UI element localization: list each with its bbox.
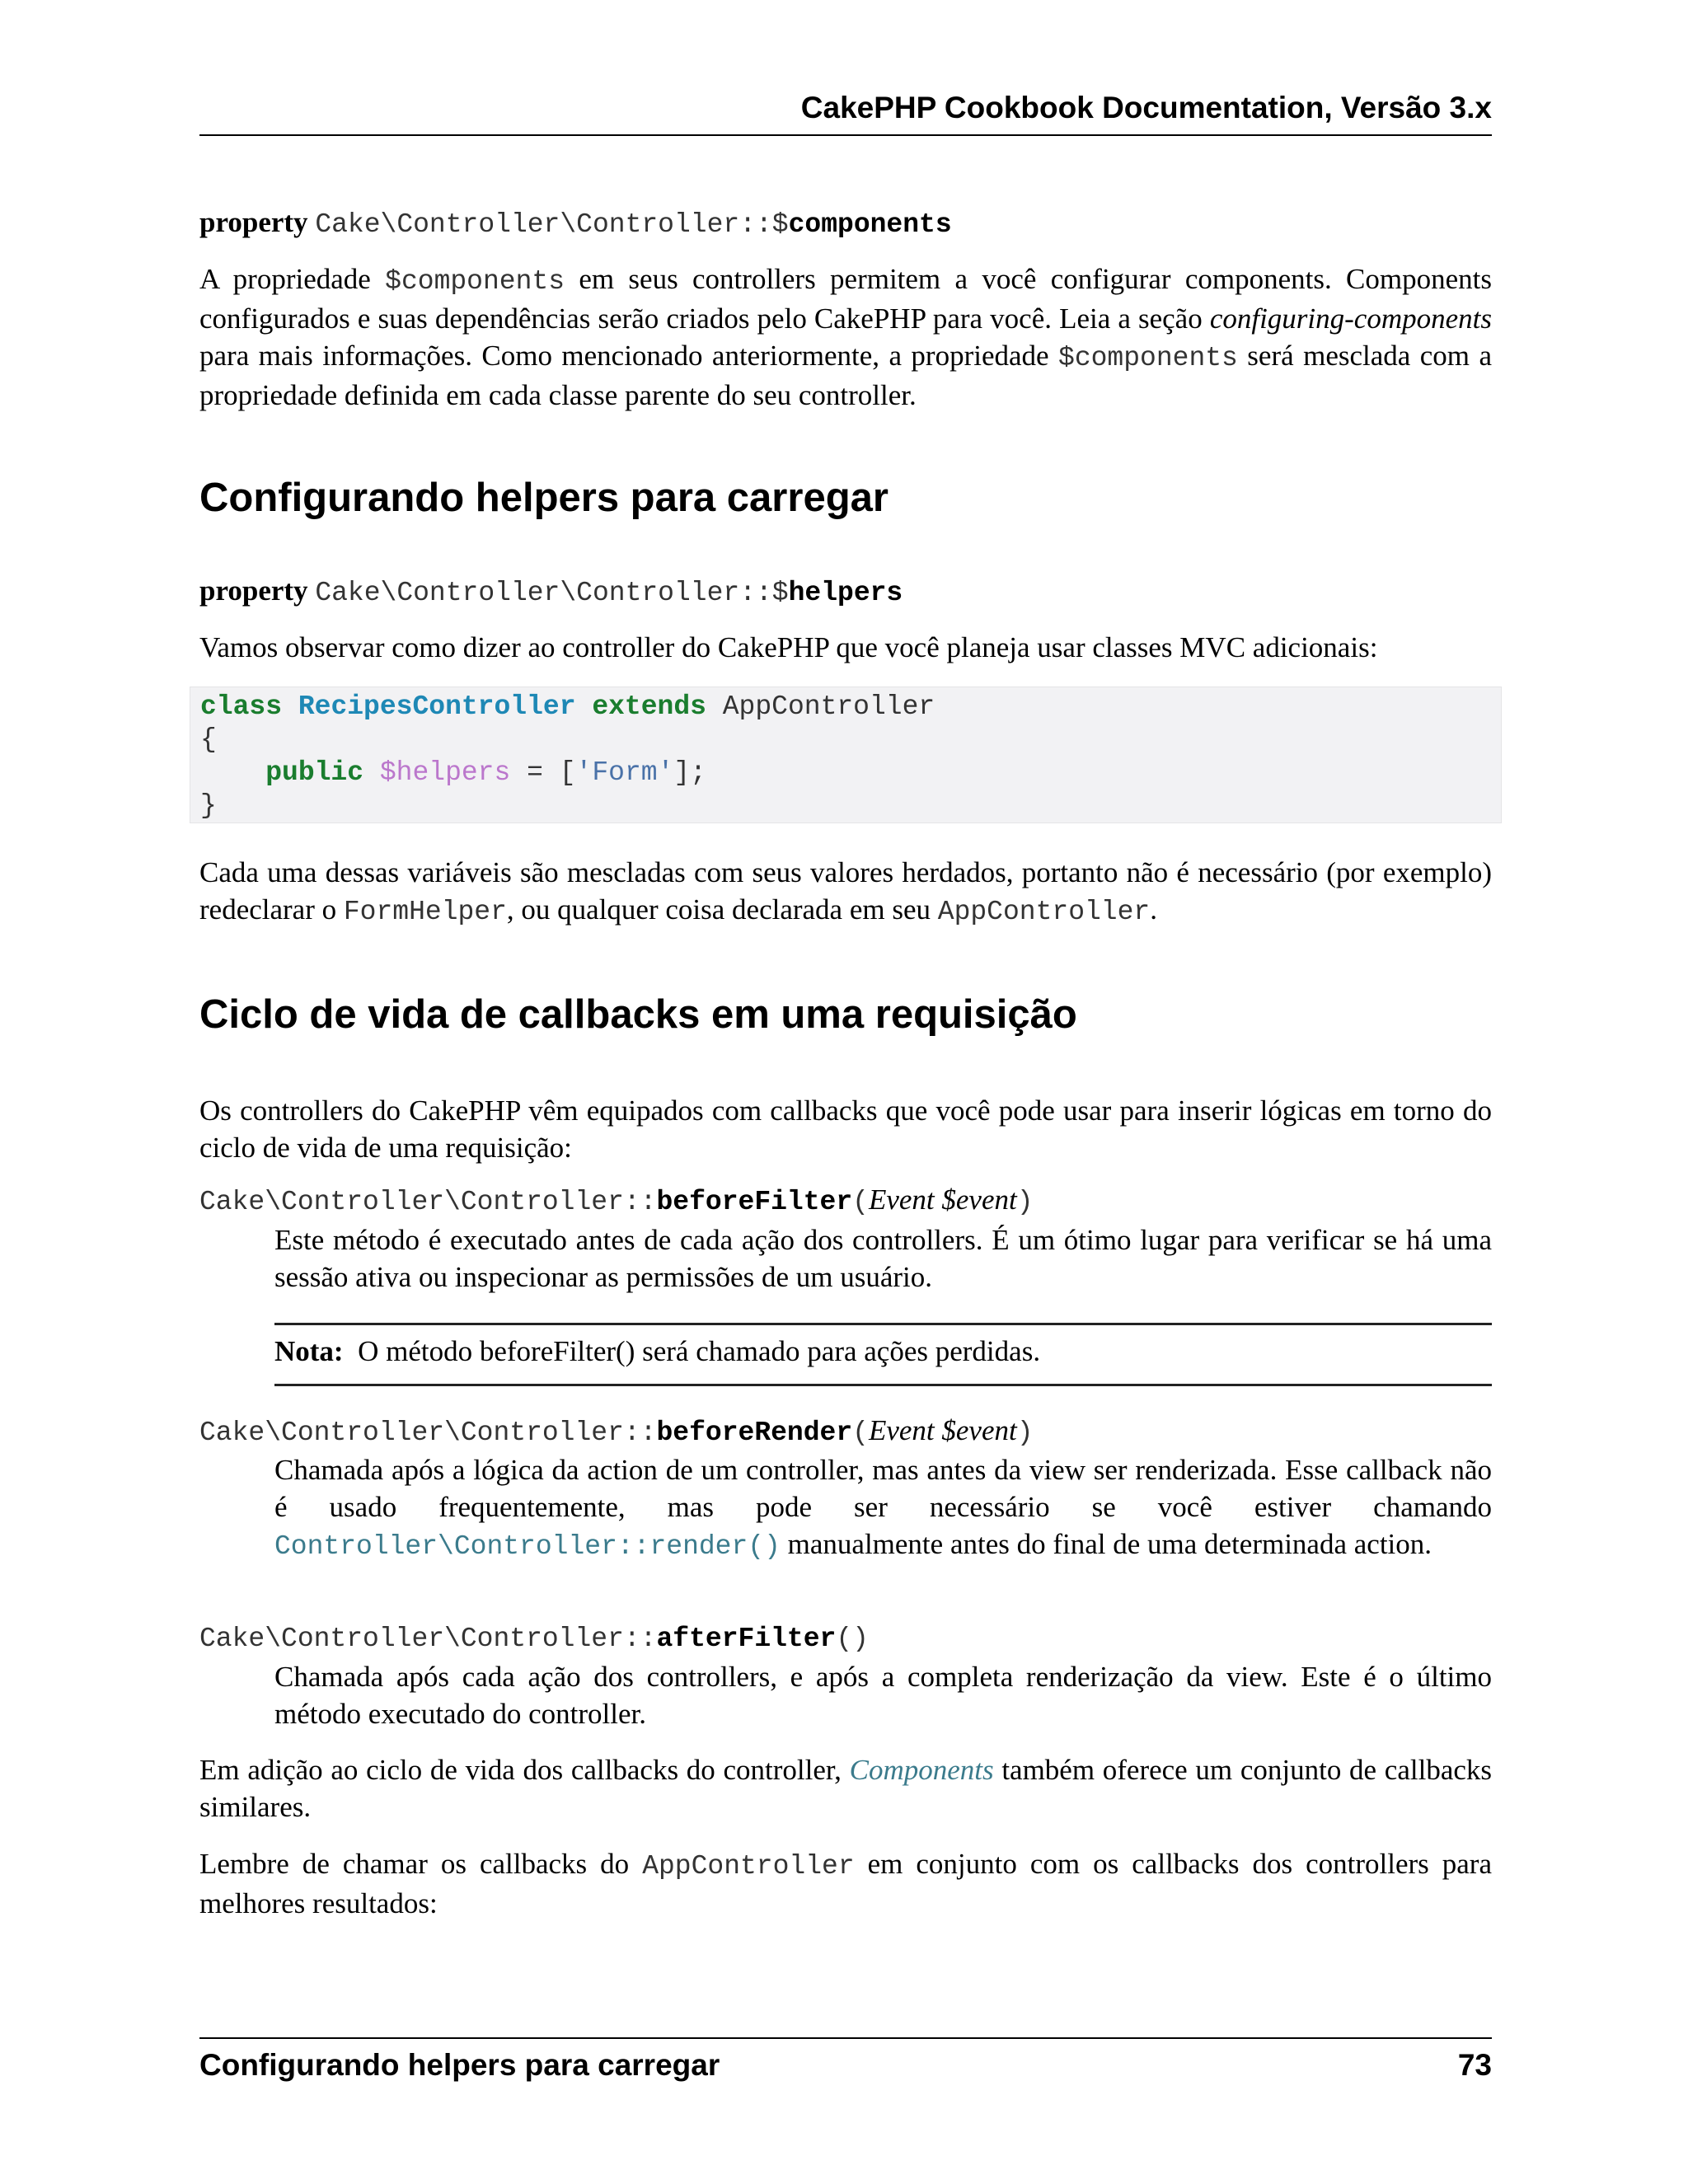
note-label: Nota: (274, 1335, 344, 1367)
components-paragraph: A propriedade $components em seus controllers permitem a você configurar components. Components configurados e suas dependências serão criados pelo CakePHP para você. Leia a seção configuring-components para mais informações. Como mencionado anteriormente, a propriedade $components será mesclada com a propriedade definida em cada classe parente do seu controller. (199, 263, 1493, 411)
remember-paragraph: Lembre de chamar os callbacks do AppController em conjunto com os callbacks dos controllers para melhores resultados: (199, 1848, 1492, 1919)
footer-section-title: Configurando helpers para carregar (199, 2048, 720, 2082)
note-box (274, 1335, 1492, 1368)
header-rule (199, 134, 1492, 136)
property-name: components (788, 209, 952, 240)
page-footer (199, 2048, 1492, 2083)
render-method-link[interactable]: Controller\Controller::render() (274, 1531, 781, 1562)
running-header: CakePHP Cookbook Documentation, Versão 3.x (800, 91, 1492, 124)
components-link[interactable]: Components (849, 1754, 994, 1786)
code-block: class RecipesController extends AppController { public $helpers = ['Form']; } (190, 687, 1502, 823)
after-filter-signature: Cake\Controller\Controller::afterFilter() (199, 1624, 869, 1654)
components-property-signature (199, 206, 1492, 240)
components-callbacks-paragraph: Em adição ao ciclo de vida dos callbacks do controller, Components também oferece um conjunto de callbacks similares. (199, 1754, 1493, 1823)
property-prefix: Cake\Controller\Controller::$ (315, 578, 789, 608)
property-keyword: property (199, 206, 308, 238)
merge-paragraph: Cada uma dessas variáveis são mescladas com seus valores herdados, portanto não é necessário (por exemplo) redeclarar o FormHelper, ou qualquer coisa declarada em seu AppController. (199, 856, 1492, 927)
before-filter-description: Este método é executado antes de cada ação dos controllers. É um ótimo lugar para verificar se há uma sessão ativa ou inspecionar as permissões de um usuário. (274, 1224, 1492, 1293)
lifecycle-intro: Os controllers do CakePHP vêm equipados com callbacks que você pode usar para inserir lógicas em torno do ciclo de vida de uma requisição: (199, 1094, 1492, 1164)
section-heading-helpers: Configurando helpers para carregar (199, 476, 889, 520)
before-render-signature: Cake\Controller\Controller::beforeRender(Event $event) (199, 1414, 1034, 1448)
footer-rule (199, 2037, 1492, 2039)
property-name: helpers (788, 578, 903, 608)
note-bottom-rule (274, 1384, 1492, 1386)
before-render-description: Chamada após a lógica da action de um controller, mas antes da view ser renderizada. Esse callback não é usado frequentemente, mas pode ser necessário se você estiver chamando Controller\Controller::render() manualmente antes do final de uma determinada action. (274, 1454, 1492, 1562)
page-number: 73 (1457, 2048, 1492, 2082)
note-text: O método beforeFilter() será chamado para ações perdidas. (358, 1335, 1041, 1367)
property-prefix: Cake\Controller\Controller::$ (315, 209, 789, 240)
before-filter-signature: Cake\Controller\Controller::beforeFilter(Event $event) (199, 1183, 1034, 1217)
section-heading-lifecycle: Ciclo de vida de callbacks em uma requisição (199, 992, 1077, 1037)
note-top-rule (274, 1323, 1492, 1325)
property-keyword: property (199, 574, 308, 607)
helpers-property-signature (199, 574, 1492, 608)
after-filter-description: Chamada após cada ação dos controllers, e após a completa renderização da view. Este é o último método executado do controller. (274, 1661, 1492, 1730)
helpers-intro: Vamos observar como dizer ao controller do CakePHP que você planeja usar classes MVC adicionais: (199, 631, 1378, 663)
configuring-components-link[interactable]: configuring-components (1209, 302, 1492, 335)
